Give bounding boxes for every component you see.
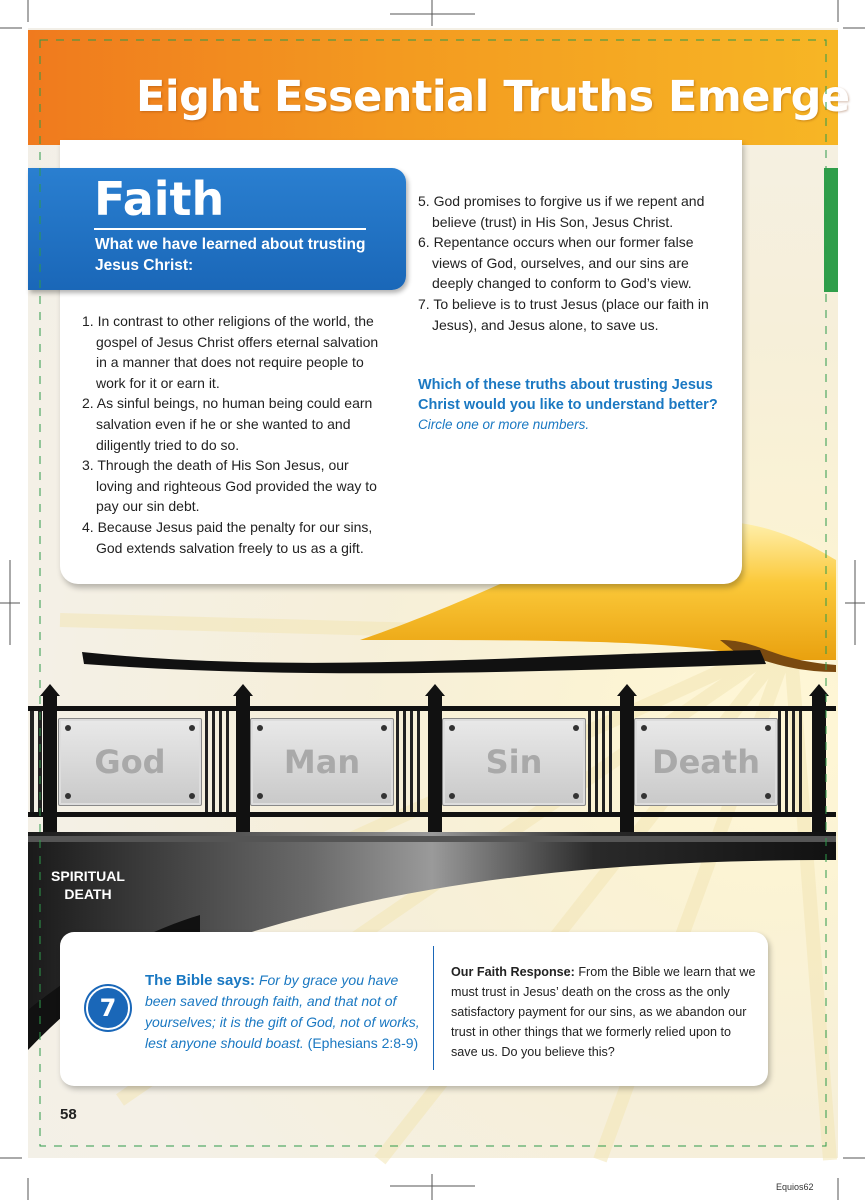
- truth-item: 3. Through the death of His Son Jesus, our loving and righteous God provided the way to pay our sin debt.: [82, 457, 377, 515]
- bible-says-label: The Bible says:: [145, 972, 256, 989]
- truth-item: 2. As sinful beings, no human being could earn salvation even if he or she wanted to and diligently tried to do so.: [82, 395, 373, 453]
- faith-heading: Faith: [94, 172, 225, 226]
- truth-item: 7. To believe is to trust Jesus (place our faith in Jesus), and Jesus alone, to save us.: [418, 295, 709, 333]
- faith-subheading: What we have learned about trusting Jesus Christ:: [95, 236, 366, 274]
- bible-reference: (Ephesians 2:8-9): [307, 1035, 419, 1051]
- truth-item: 4. Because Jesus paid the penalty for our sins, God extends salvation freely to us as a gift.: [82, 518, 373, 556]
- bible-quote: For by grace you have been saved through faith, and that not of yourselves; it is the gift of God, not of works, lest anyone should boast.: [145, 972, 420, 1051]
- page-title: Eight Essential Truths Emerge: [136, 72, 850, 122]
- reflection-question: Which of these truths about trusting Jesus Christ would you like to understand better?: [418, 377, 718, 413]
- bridge-sign-label: Sin: [485, 743, 543, 781]
- reflection-instruction: Circle one or more numbers.: [418, 417, 590, 432]
- truth-item: 6. Repentance occurs when our former false views of God, ourselves, and our sins are deeply changed to conform to God’s view.: [418, 234, 694, 292]
- bridge-sign-label: Death: [652, 743, 760, 781]
- truth-item: 5. God promises to forgive us if we repent and believe (trust) in His Son, Jesus Christ.: [418, 193, 705, 230]
- faith-response-text: From the Bible we learn that we must trust in Jesus’ death on the cross as the only satisfactory payment for our sins, as we abandon our trust in other things that we formerly relied upon to save us. Do you believe this?: [451, 965, 756, 1059]
- bridge-sign-label: Man: [283, 743, 361, 781]
- spiritual-death-label: SPIRITUAL DEATH: [51, 868, 125, 902]
- bridge-sign-label: God: [94, 743, 166, 781]
- step-number-badge: 7: [86, 986, 130, 1030]
- page-number: 58: [60, 1106, 77, 1123]
- faith-response-label: Our Faith Response:: [451, 965, 575, 979]
- footer-code: Equios62: [776, 1182, 814, 1192]
- truth-item: 1. In contrast to other religions of the world, the gospel of Jesus Christ offers eternal salvation in a manner that does not require people to work for it or earn it.: [82, 313, 379, 391]
